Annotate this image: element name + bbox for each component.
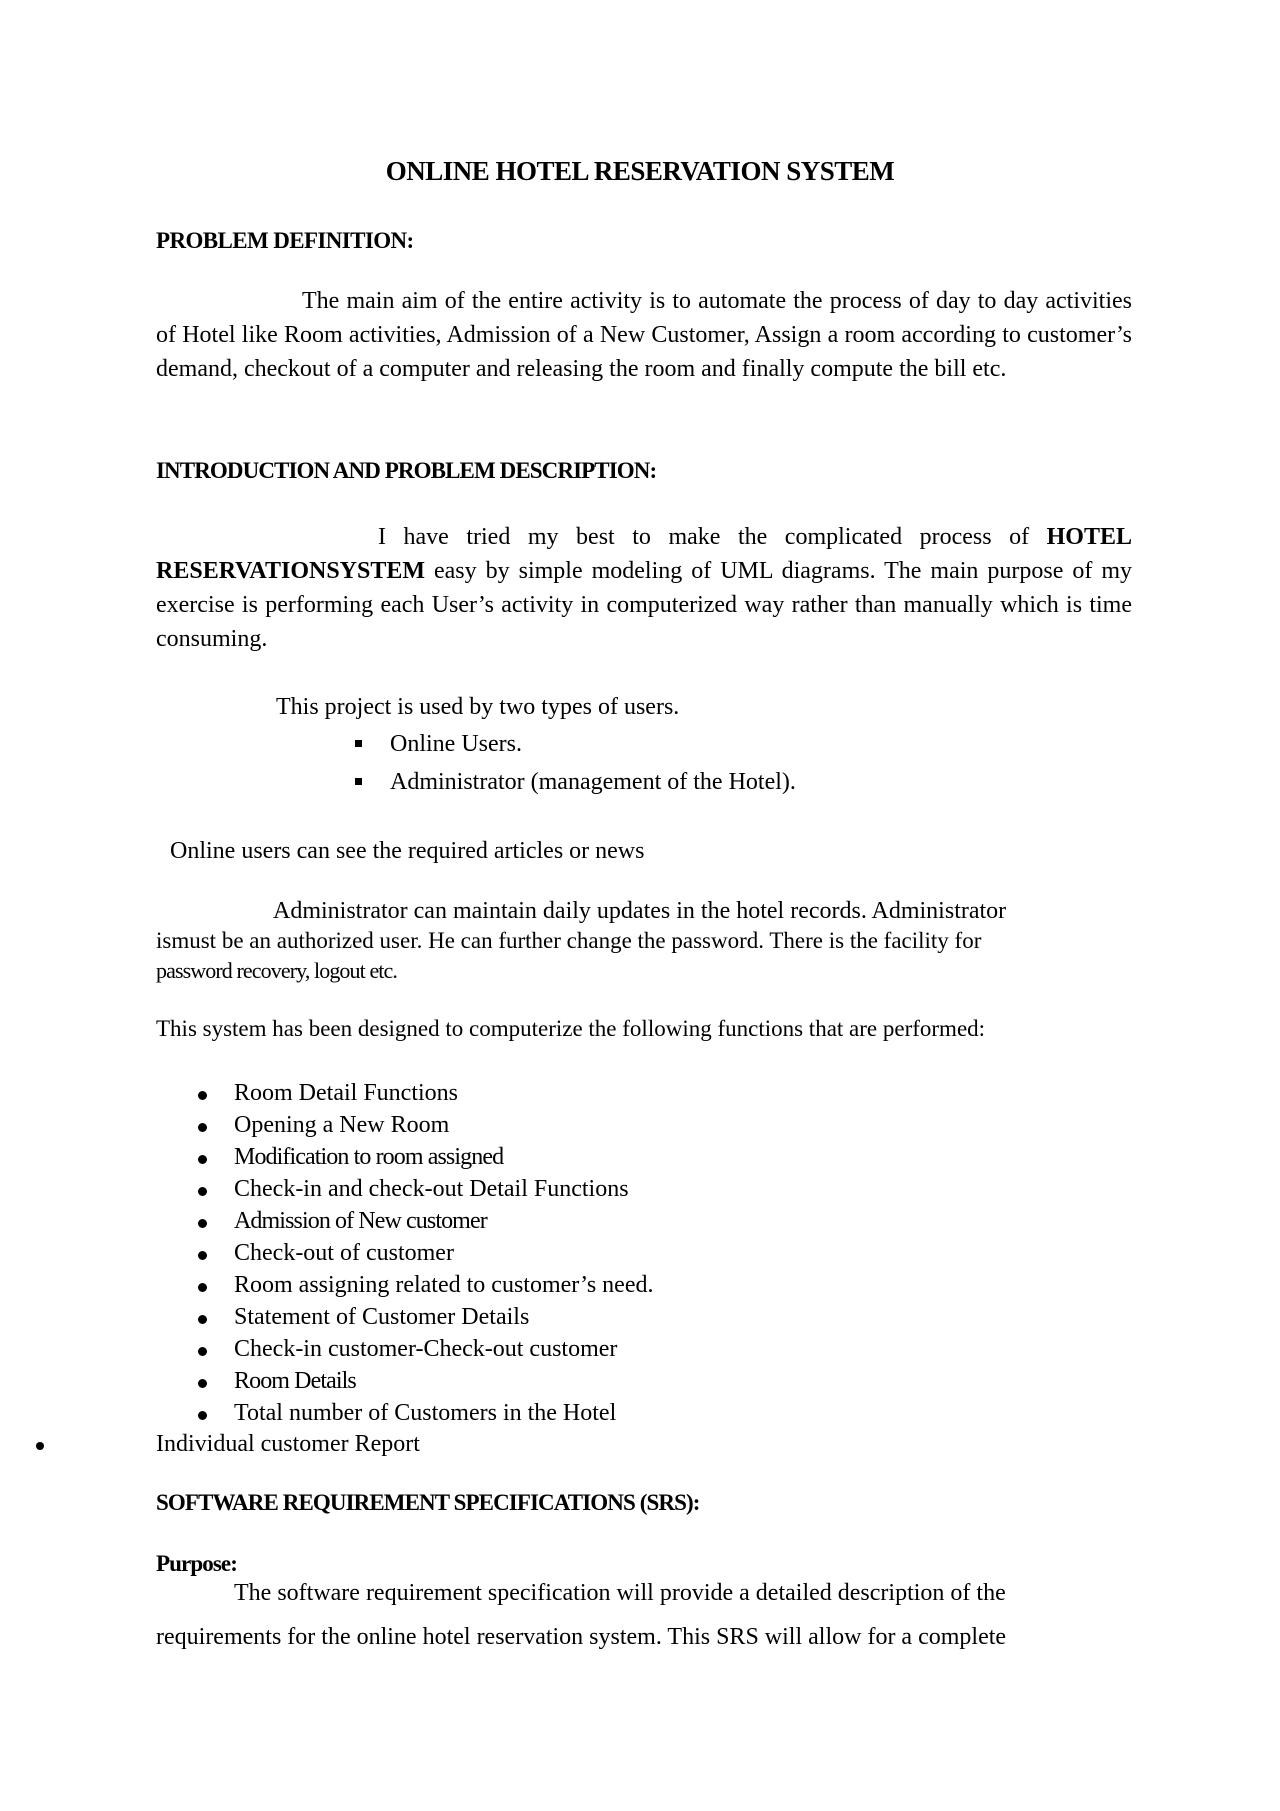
- purpose-text-line: The software requirement specification will provide a detailed description of the: [234, 1580, 1006, 1606]
- user-type-item: Online Users.: [390, 731, 522, 757]
- function-item: Opening a New Room: [234, 1112, 450, 1138]
- function-item: Room Detail Functions: [234, 1080, 458, 1106]
- function-item: Room assigning related to customer’s need.: [234, 1272, 654, 1298]
- dot-bullet-icon: [36, 1442, 44, 1450]
- function-item: Total number of Customers in the Hotel: [234, 1400, 617, 1426]
- user-type-item: Administrator (management of the Hotel).: [390, 769, 796, 795]
- admin-text-line: Administrator can maintain daily updates in the hotel records. Administrator: [273, 898, 1007, 924]
- document-title: ONLINE HOTEL RESERVATION SYSTEM: [385, 156, 895, 186]
- function-item: Room Details: [234, 1368, 356, 1394]
- dot-bullet-icon: [198, 1315, 207, 1324]
- dot-bullet-icon: [198, 1411, 207, 1420]
- intro-text-end: easy by simple modeling of UML diagrams. The main purpose of my exercise is performing each User’s activity in computerized way rather than manually which is time consuming.: [156, 558, 1132, 652]
- purpose-heading: Purpose:: [156, 1551, 237, 1576]
- problem-definition-heading: PROBLEM DEFINITION:: [156, 228, 414, 253]
- function-item: Modification to room assigned: [234, 1144, 504, 1170]
- dot-bullet-icon: [198, 1283, 207, 1292]
- admin-text-line: ismust be an authorized user. He can further change the password. There is the facility for: [156, 928, 982, 953]
- functions-intro: This system has been designed to computerize the following functions that are performed:: [156, 1016, 986, 1041]
- dot-bullet-icon: [198, 1123, 207, 1132]
- problem-definition-paragraph: The main aim of the entire activity is to automate the process of day to day activities of Hotel like Room activities, Admission of a New Customer, Assign a room according to customer’s demand, checkout of a computer and releasing the room and finally compute the bill etc.: [156, 288, 1132, 382]
- dot-bullet-icon: [198, 1379, 207, 1388]
- intro-text-start: I have tried my best to make the complicated process of: [378, 524, 1047, 550]
- dot-bullet-icon: [198, 1251, 207, 1260]
- introduction-paragraph: [156, 520, 1132, 656]
- function-item: Statement of Customer Details: [234, 1304, 530, 1330]
- online-users-note: Online users can see the required articles or news: [170, 838, 645, 864]
- purpose-text-line: requirements for the online hotel reservation system. This SRS will allow for a complete: [156, 1624, 1007, 1650]
- function-item: Check-in customer-Check-out customer: [234, 1336, 618, 1362]
- function-item: Admission of New customer: [234, 1208, 487, 1234]
- srs-heading: SOFTWARE REQUIREMENT SPECIFICATIONS (SRS):: [156, 1490, 700, 1515]
- intro-system-name: HOTEL RESERVATIONSYSTEM: [156, 524, 1132, 584]
- dot-bullet-icon: [198, 1091, 207, 1100]
- square-bullet-icon: [355, 778, 362, 785]
- dot-bullet-icon: [198, 1155, 207, 1164]
- function-item: Check-in and check-out Detail Functions: [234, 1176, 629, 1202]
- users-intro: This project is used by two types of users.: [276, 694, 680, 720]
- square-bullet-icon: [355, 740, 362, 747]
- introduction-heading: INTRODUCTION AND PROBLEM DESCRIPTION:: [156, 458, 657, 483]
- admin-text-line: password recovery, logout etc.: [156, 958, 397, 983]
- dot-bullet-icon: [198, 1187, 207, 1196]
- dot-bullet-icon: [198, 1219, 207, 1228]
- function-item-last: Individual customer Report: [156, 1431, 420, 1457]
- function-item: Check-out of customer: [234, 1240, 454, 1266]
- dot-bullet-icon: [198, 1347, 207, 1356]
